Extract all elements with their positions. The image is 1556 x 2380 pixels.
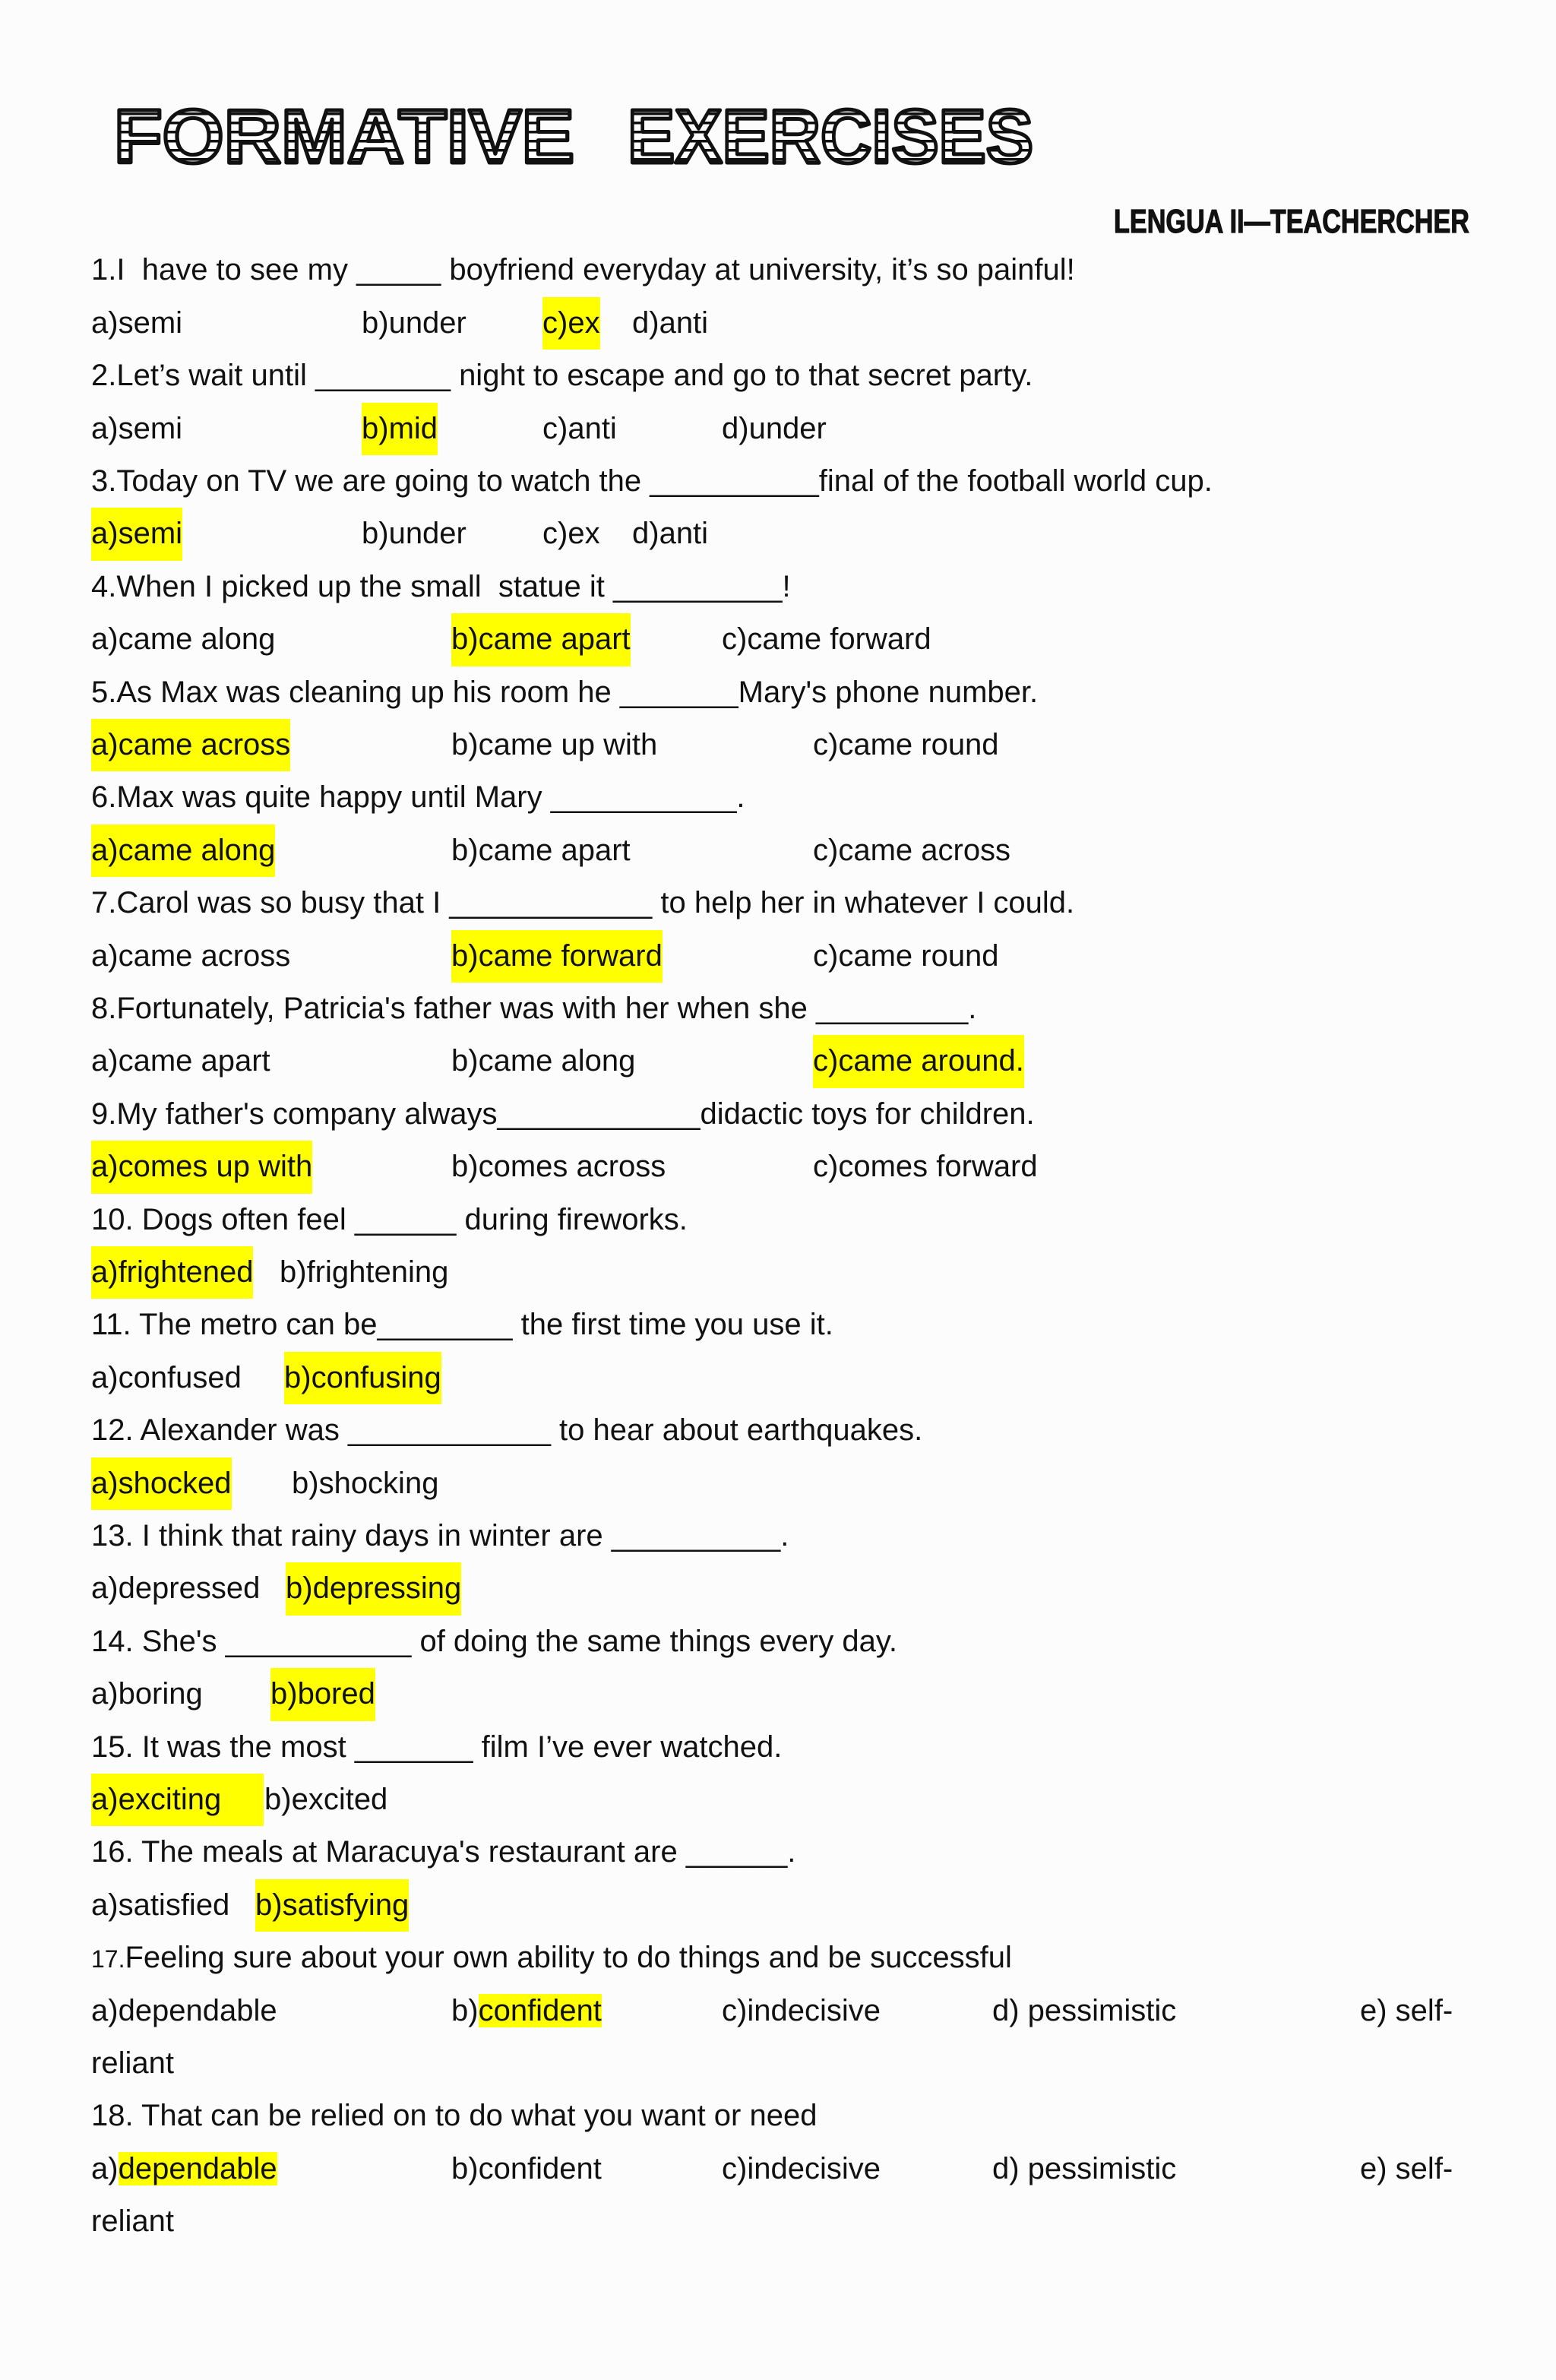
question-9-option-a: a)comes up with (91, 1141, 312, 1193)
question-12-options (91, 1457, 1504, 1510)
question-18-option-c: c)indecisive (722, 2151, 881, 2185)
question-6-prompt: 6.Max was quite happy until Mary ___________. (91, 780, 745, 815)
question-2-option-c: c)anti (542, 411, 617, 445)
question-6-options (91, 824, 1504, 877)
question-9-option-c: c)comes forward (813, 1150, 1038, 1184)
question-6-option-b: b)came apart (451, 833, 631, 867)
course-label: LENGUA II—TEACHERCHER (1114, 203, 1469, 240)
question-1-option-a: a)semi (91, 305, 183, 340)
question-7-option-b: b)came forward (451, 930, 663, 983)
question-16-option-b: b)satisfying (255, 1879, 409, 1932)
question-5-option-c: c)came round (813, 727, 999, 761)
question-18-option-e-continuation: reliant (91, 2204, 174, 2239)
option-label: dependable (118, 2151, 277, 2185)
question-1-option-c: c)ex (542, 297, 600, 350)
question-17-prompt: Feeling sure about your own ability to do things and be successful (125, 1941, 1012, 1975)
question-13-options (91, 1562, 1504, 1615)
question-5-option-b: b)came up with (451, 727, 658, 761)
question-9-option-b: b)comes across (451, 1150, 666, 1184)
question-17-options (91, 1985, 1504, 2037)
question-4-prompt: 4.When I picked up the small statue it __________! (91, 569, 791, 603)
title-word-formative: FORMATIVE (114, 94, 574, 179)
question-14-prompt: 14. She's ___________ of doing the same things every day. (91, 1624, 897, 1658)
question-8-options (91, 1035, 1504, 1087)
question-14-option-b: b)bored (270, 1668, 375, 1720)
question-5-options (91, 719, 1504, 771)
question-11-option-a: a)confused (91, 1360, 242, 1394)
question-8-option-c: c)came around. (813, 1035, 1024, 1087)
question-5-option-a: a)came across (91, 719, 290, 771)
question-13-prompt: 13. I think that rainy days in winter are __________. (91, 1518, 789, 1552)
question-3-prompt: 3.Today on TV we are going to watch the __________final of the football world cup. (91, 464, 1213, 498)
question-17-number: 17. (91, 1945, 125, 1973)
question-17-prompt-line (91, 1932, 1504, 1984)
question-4-option-a: a)came along (91, 622, 276, 657)
question-2-option-b: b)mid (362, 403, 438, 455)
question-8-option-a: a)came apart (91, 1044, 270, 1078)
question-1-option-b: b)under (362, 305, 466, 340)
question-1-option-d: d)anti (632, 305, 709, 340)
question-7-option-c: c)came round (813, 938, 999, 973)
question-17-option-a: a)dependable (91, 1993, 277, 2027)
question-13-option-a: a)depressed (91, 1571, 261, 1606)
question-6-option-c: c)came across (813, 833, 1011, 867)
question-14-options (91, 1668, 1504, 1720)
question-4-option-b: b)came apart (451, 613, 631, 666)
question-18-option-a (91, 2143, 277, 2195)
question-18-option-d: d) pessimistic (992, 2151, 1177, 2185)
question-16-options (91, 1879, 1504, 1932)
question-10-prompt: 10. Dogs often feel ______ during fireworks. (91, 1202, 688, 1236)
question-3-option-a: a)semi (91, 508, 182, 560)
question-8-prompt: 8.Fortunately, Patricia's father was with her when she _________. (91, 991, 977, 1025)
question-4-options (91, 613, 1504, 666)
option-marker: a) (91, 2151, 119, 2185)
question-15-option-b: b)excited (264, 1782, 388, 1816)
question-16-option-a: a)satisfied (91, 1888, 230, 1922)
question-9-options (91, 1141, 1504, 1193)
question-18-options (91, 2143, 1504, 2195)
question-15-prompt: 15. It was the most _______ film I’ve ever watched. (91, 1730, 783, 1764)
question-7-options (91, 930, 1504, 983)
question-6-option-a: a)came along (91, 824, 275, 877)
title-word-exercises: EXERCISES (628, 94, 1033, 179)
question-11-prompt: 11. The metro can be________ the first time you use it. (91, 1308, 833, 1342)
question-10-options (91, 1246, 1504, 1299)
question-3-option-c: c)ex (542, 517, 600, 551)
question-2-options (91, 403, 1504, 455)
question-1-prompt: 1.I have to see my _____ boyfriend everyday at university, it’s so painful! (91, 253, 1075, 287)
question-18-prompt: 18. That can be relied on to do what you want or need (91, 2099, 818, 2133)
question-3-options (91, 508, 1504, 560)
question-16-prompt: 16. The meals at Maracuya's restaurant are ______. (91, 1835, 796, 1869)
question-9-prompt: 9.My father's company always____________didactic toys for children. (91, 1097, 1035, 1131)
question-8-option-b: b)came along (451, 1044, 636, 1078)
question-14-option-a: a)boring (91, 1677, 203, 1711)
question-15-options (91, 1774, 1504, 1826)
question-11-option-b: b)confusing (284, 1352, 441, 1404)
question-17-option-e: e) self- (1360, 1993, 1453, 2027)
question-2-option-d: d)under (722, 411, 827, 445)
title-banner (0, 0, 1556, 243)
question-18-option-e: e) self- (1360, 2151, 1453, 2185)
question-18-option-b: b)confident (451, 2151, 602, 2185)
question-15-option-a: a)exciting (91, 1774, 264, 1826)
question-17-option-c: c)indecisive (722, 1993, 881, 2027)
question-3-option-d: d)anti (632, 517, 709, 551)
question-5-prompt: 5.As Max was cleaning up his room he _______Mary's phone number. (91, 675, 1039, 709)
question-10-option-a: a)frightened (91, 1246, 253, 1299)
question-10-option-b: b)frightening (280, 1255, 449, 1289)
question-3-option-b: b)under (362, 517, 466, 551)
question-12-prompt: 12. Alexander was ____________ to hear about earthquakes. (91, 1413, 923, 1448)
question-7-option-a: a)came across (91, 938, 291, 973)
option-label: confident (478, 1993, 602, 2027)
question-1-options (91, 297, 1504, 350)
question-2-option-a: a)semi (91, 411, 183, 445)
question-2-prompt: 2.Let’s wait until ________ night to escape and go to that secret party. (91, 359, 1033, 393)
question-17-option-b (451, 1985, 602, 2037)
question-17-option-e-continuation: reliant (91, 2046, 174, 2080)
question-17-option-d: d) pessimistic (992, 1993, 1177, 2027)
question-12-option-a: a)shocked (91, 1457, 232, 1510)
option-marker: b) (451, 1993, 479, 2027)
question-13-option-b: b)depressing (286, 1562, 461, 1615)
question-12-option-b: b)shocking (292, 1466, 439, 1500)
question-11-options (91, 1352, 1504, 1404)
question-4-option-c: c)came forward (722, 622, 931, 657)
question-7-prompt: 7.Carol was so busy that I ____________ to help her in whatever I could. (91, 886, 1075, 920)
